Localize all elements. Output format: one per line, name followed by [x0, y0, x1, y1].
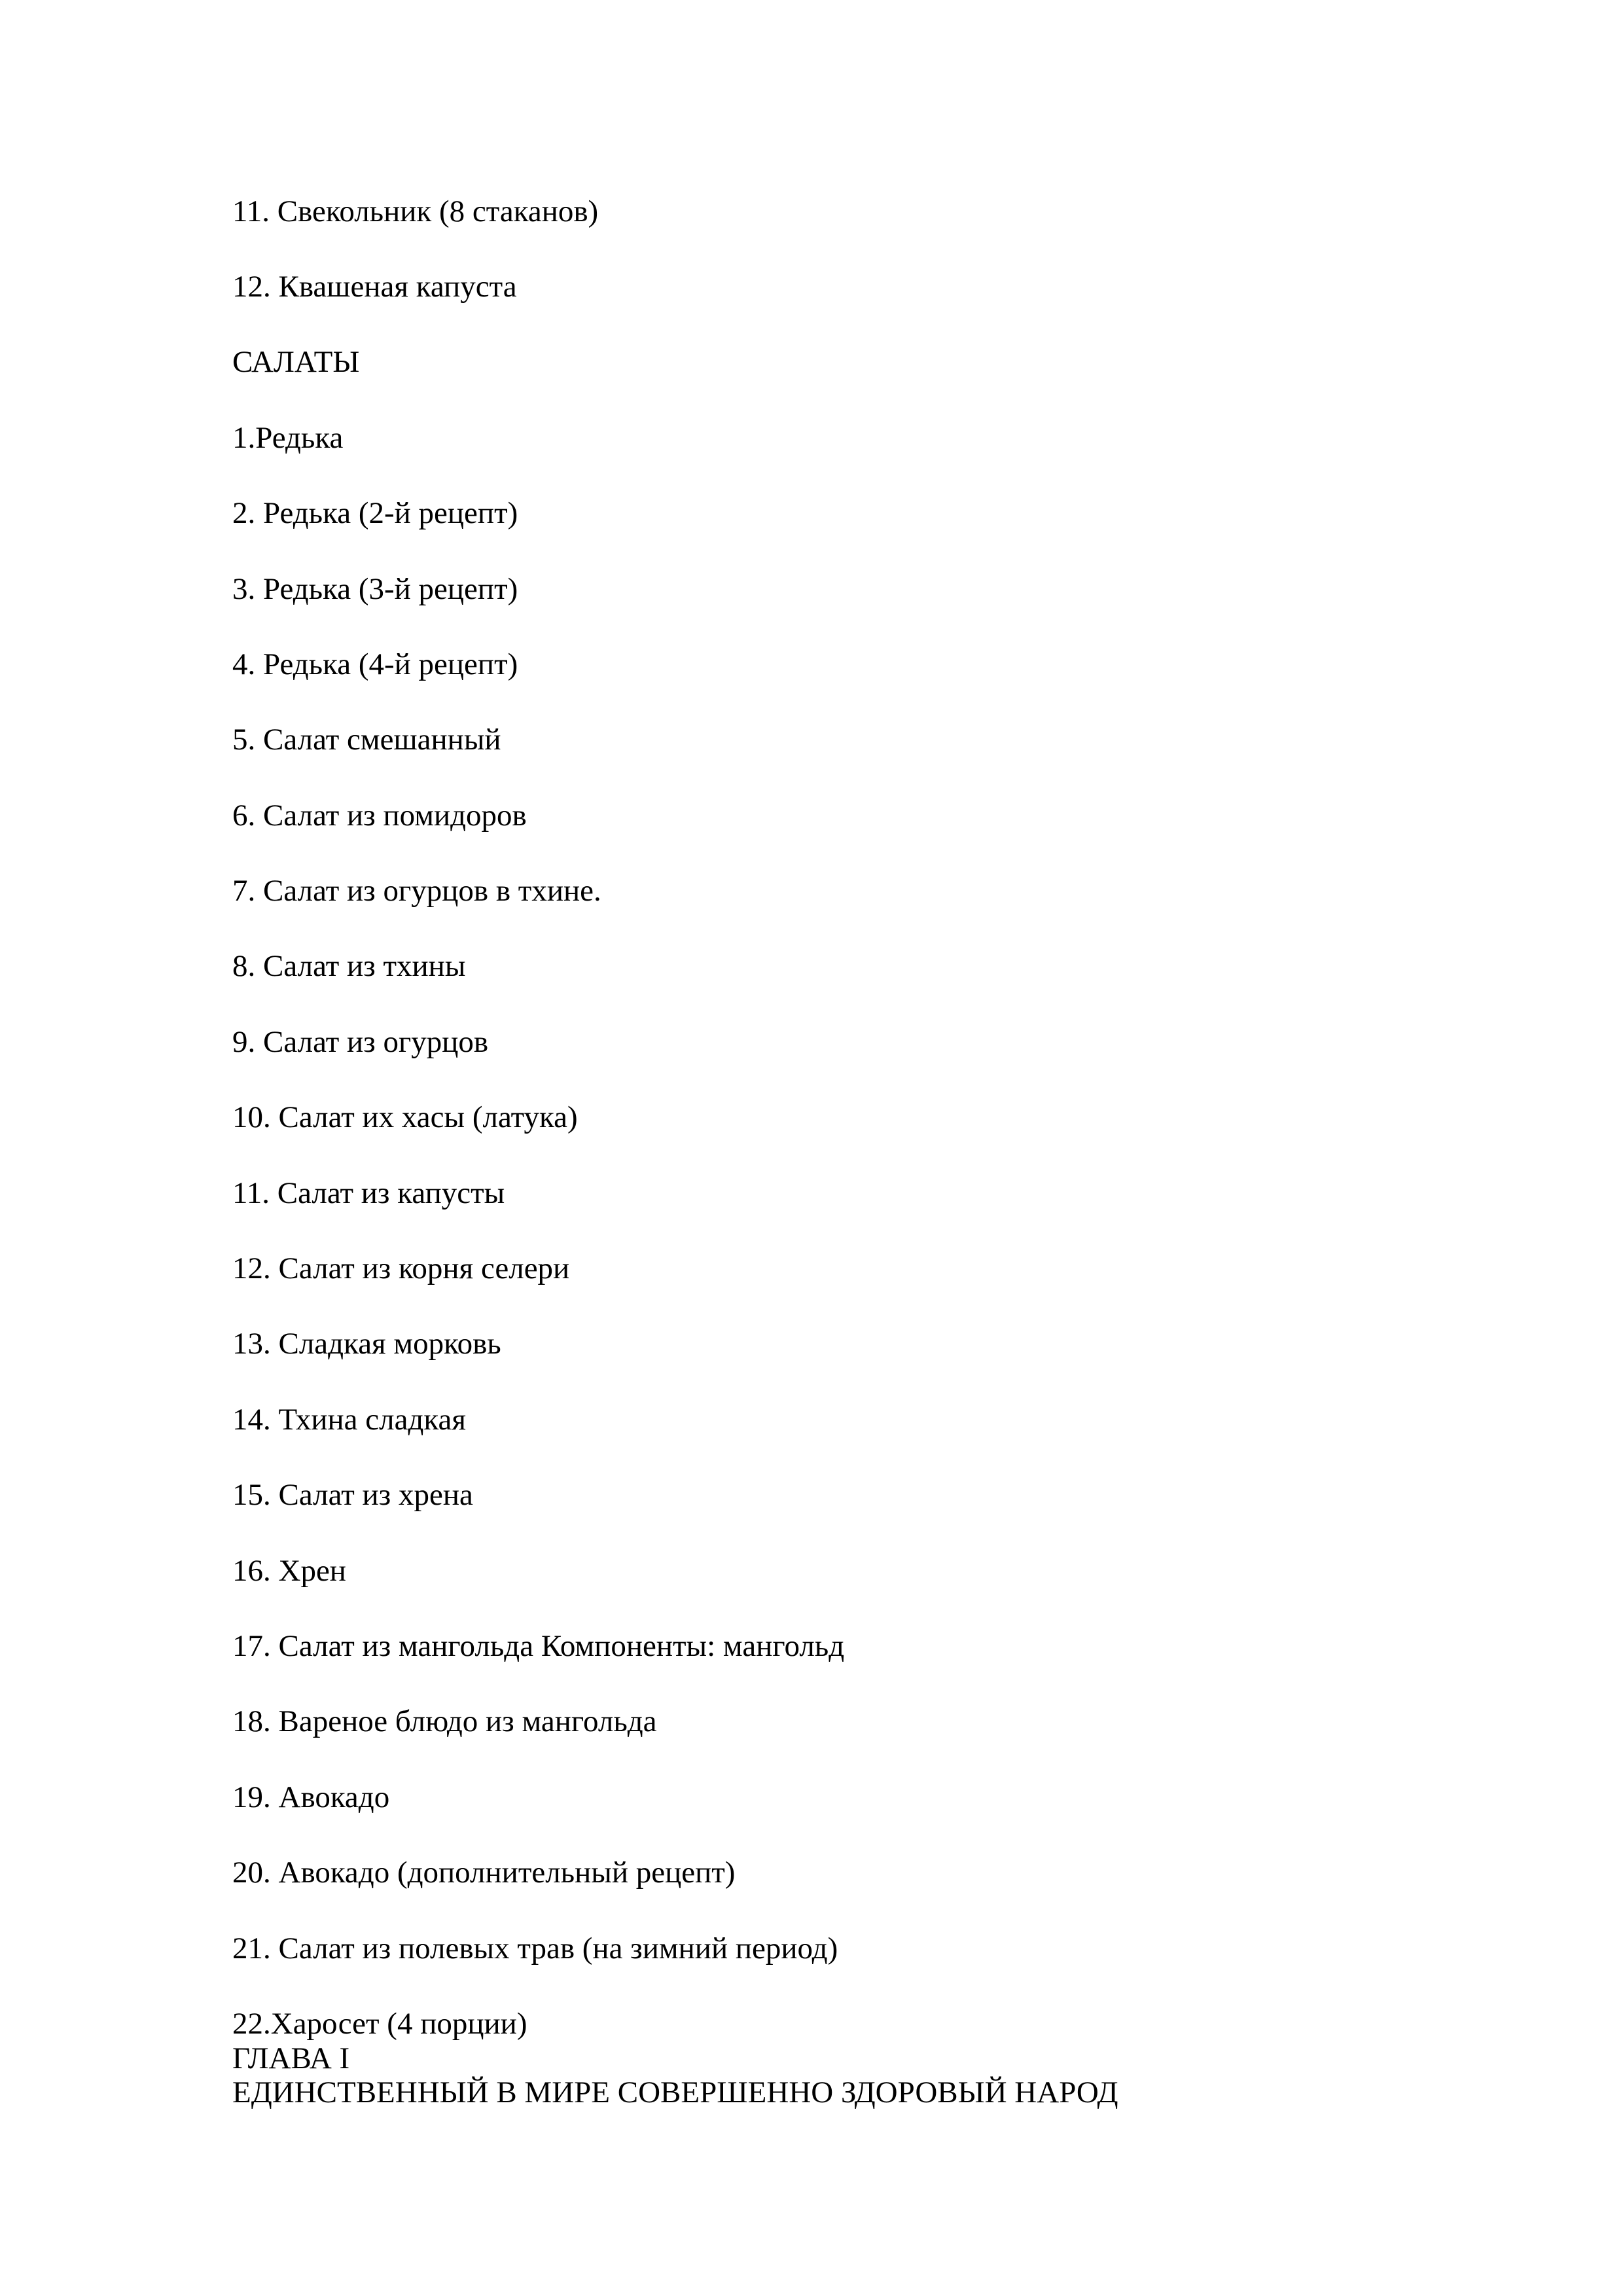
- list-item: 13. Сладкая морковь: [232, 1327, 501, 1361]
- list-item: 3. Редька (3-й рецепт): [232, 572, 518, 606]
- section-title: САЛАТЫ: [232, 345, 360, 379]
- chapter-title: ЕДИНСТВЕННЫЙ В МИРЕ СОВЕРШЕННО ЗДОРОВЫЙ НАРОД: [232, 2075, 1118, 2109]
- list-item: 9. Салат из огурцов: [232, 1025, 489, 1059]
- document-page: [232, 0, 1541, 2296]
- chapter-label: ГЛАВА I: [232, 2041, 350, 2075]
- list-item: 8. Салат из тхины: [232, 949, 466, 983]
- list-item: 1.Редька: [232, 421, 344, 455]
- list-item: 16. Хрен: [232, 1554, 346, 1588]
- list-item: 6. Салат из помидоров: [232, 798, 527, 833]
- list-item: 18. Вареное блюдо из мангольда: [232, 1704, 657, 1738]
- list-item: 14. Тхина сладкая: [232, 1403, 466, 1437]
- list-item: 7. Салат из огурцов в тхине.: [232, 874, 601, 908]
- list-item: 15. Салат из хрена: [232, 1478, 473, 1512]
- list-item: 2. Редька (2-й рецепт): [232, 496, 518, 530]
- list-item: 5. Салат смешанный: [232, 723, 501, 757]
- list-item: 12. Квашеная капуста: [232, 270, 517, 304]
- list-item: 11. Салат из капусты: [232, 1176, 505, 1210]
- list-item: 20. Авокадо (дополнительный рецепт): [232, 1856, 736, 1890]
- list-item: 11. Свекольник (8 стаканов): [232, 194, 599, 228]
- list-item: 22.Харосет (4 порции): [232, 2007, 527, 2041]
- list-item: 21. Салат из полевых трав (на зимний период): [232, 1931, 838, 1965]
- list-item: 4. Редька (4-й рецепт): [232, 647, 518, 681]
- list-item: 17. Салат из мангольда Компоненты: мангольд: [232, 1629, 845, 1663]
- list-item: 10. Салат их хасы (латука): [232, 1100, 578, 1134]
- list-item: 19. Авокадо: [232, 1780, 390, 1814]
- list-item: 12. Салат из корня селери: [232, 1251, 570, 1285]
